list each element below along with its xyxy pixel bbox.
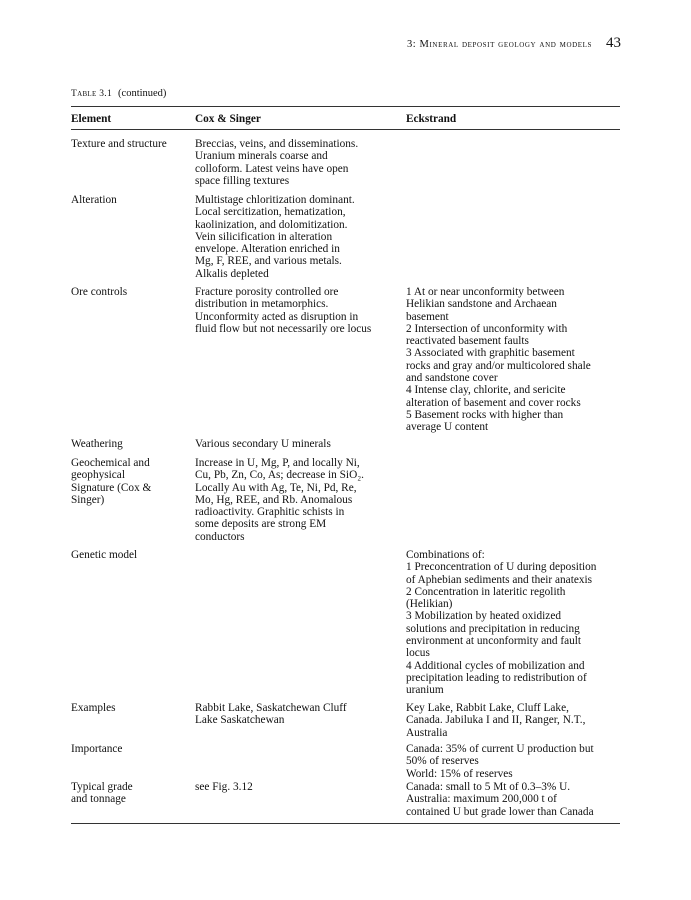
cell-line: Canada: 35% of current U production but <box>406 743 594 755</box>
cell-line: Mo, Hg, REE, and Rb. Anomalous <box>195 493 353 506</box>
cell-line: environment at unconformity and fault <box>406 635 582 648</box>
cell-line: fluid flow but not necessarily ore locus <box>195 322 372 335</box>
cox-singer-cell <box>195 702 395 727</box>
eckstrand-cell <box>406 702 624 739</box>
element-cell <box>71 138 189 150</box>
cell-line: Fracture porosity controlled ore <box>195 286 339 298</box>
cell-line: Increase in U, Mg, P, and locally Ni, <box>195 457 360 469</box>
cell-line: Locally Au with Ag, Te, Ni, Pd, Re, <box>195 481 357 494</box>
column-header-cox-singer: Cox & Singer <box>195 113 261 125</box>
cell-line: Lake Saskatchewan <box>195 714 285 727</box>
cell-line: 4 Intense clay, chlorite, and sericite <box>406 384 566 397</box>
cell-line: Combinations of: <box>406 549 485 561</box>
cell-line: Vein silicification in alteration <box>195 230 333 243</box>
cell-line: kaolinization, and dolomitization. <box>195 218 348 231</box>
cell-line: Key Lake, Rabbit Lake, Cluff Lake, <box>406 702 569 714</box>
eckstrand-cell <box>406 781 624 818</box>
eckstrand-cell <box>406 743 624 780</box>
cell-line: distribution in metamorphics. <box>195 298 329 311</box>
cell-line: 5 Basement rocks with higher than <box>406 408 564 421</box>
element-cell <box>71 438 189 450</box>
cell-line: Mg, F, REE, and various metals. <box>195 255 342 268</box>
cell-line: Texture and structure <box>71 138 167 150</box>
cell-line: (Helikian) <box>406 598 453 611</box>
table-continued-note: (continued) <box>118 88 167 99</box>
cell-line: of Aphebian sediments and their anatexis <box>406 573 593 586</box>
cell-line: Canada: small to 5 Mt of 0.3–3% U. <box>406 781 571 793</box>
cell-line: some deposits are strong EM <box>195 518 327 531</box>
cell-line: Local sercitization, hematization, <box>195 206 346 219</box>
cell-line: Geochemical and <box>71 457 150 469</box>
cell-line: Alkalis depleted <box>195 267 269 280</box>
cox-singer-cell <box>195 138 395 187</box>
cell-line: reactivated basement faults <box>406 335 529 348</box>
cell-line: Genetic model <box>71 549 138 561</box>
cell-line: Breccias, veins, and disseminations. <box>195 138 359 150</box>
cell-line: Rabbit Lake, Saskatchewan Cluff <box>195 702 347 714</box>
cell-line: Weathering <box>71 438 123 450</box>
cell-line: Australia: maximum 200,000 t of <box>406 793 557 806</box>
cell-line: and sandstone cover <box>406 372 498 385</box>
cell-line: rocks and gray and/or multicolored shale <box>406 359 591 372</box>
cell-line: solutions and precipitation in reducing <box>406 622 580 635</box>
top-rule <box>71 106 620 107</box>
cox-singer-cell <box>195 781 395 793</box>
cell-line: Unconformity acted as disruption in <box>195 310 359 323</box>
element-cell <box>71 457 189 506</box>
cell-line: locus <box>406 647 430 660</box>
cox-singer-cell <box>195 438 395 450</box>
cell-line: see Fig. 3.12 <box>195 781 253 793</box>
cell-line: Uranium minerals coarse and <box>195 150 328 163</box>
cell-line: Australia <box>406 726 448 739</box>
cell-line: and tonnage <box>71 793 126 806</box>
eckstrand-cell <box>406 549 624 697</box>
cell-line: average U content <box>406 421 489 434</box>
element-cell <box>71 549 189 561</box>
cell-line: precipitation leading to redistribution of <box>406 671 587 684</box>
chapter-title: 3: Mineral deposit geology and models <box>406 39 592 50</box>
cell-line: Ore controls <box>71 286 128 298</box>
element-cell <box>71 781 189 806</box>
table-caption <box>71 88 166 100</box>
running-header <box>407 37 621 51</box>
element-cell <box>71 286 189 298</box>
cell-line: Helikian sandstone and Archaean <box>406 298 557 311</box>
cell-line: colloform. Latest veins have open <box>195 162 349 175</box>
cell-line: contained U but grade lower than Canada <box>406 805 594 818</box>
column-header-eckstrand: Eckstrand <box>406 113 457 125</box>
cox-singer-cell <box>195 457 395 543</box>
cox-singer-cell <box>195 194 395 280</box>
table-label: Table 3.1 <box>71 89 113 99</box>
cell-line: alteration of basement and cover rocks <box>406 396 581 409</box>
cell-line: Multistage chloritization dominant. <box>195 194 355 206</box>
cell-line: Typical grade <box>71 781 133 793</box>
cell-line: Various secondary U minerals <box>195 438 331 450</box>
cell-line: 2 Intersection of unconformity with <box>406 322 568 335</box>
cell-line: Alteration <box>71 194 117 206</box>
cell-line: 1 At or near unconformity between <box>406 286 565 298</box>
cell-line: Examples <box>71 702 116 714</box>
cell-line: 1 Preconcentration of U during deposition <box>406 561 597 574</box>
cell-line: Importance <box>71 743 123 755</box>
cell-line: uranium <box>406 684 444 697</box>
cox-singer-cell <box>195 286 395 335</box>
cell-line: 4 Additional cycles of mobilization and <box>406 659 585 672</box>
cell-line: envelope. Alteration enriched in <box>195 243 340 256</box>
cell-line: Signature (Cox & <box>71 481 152 494</box>
cell-line: 2 Concentration in lateritic regolith <box>406 585 566 598</box>
eckstrand-cell <box>406 286 624 434</box>
cell-line: Singer) <box>71 493 105 506</box>
element-cell <box>71 194 189 206</box>
element-cell <box>71 702 189 714</box>
page-number: 43 <box>606 35 621 51</box>
cell-line: Cu, Pb, Zn, Co, As; decrease in SiO₂. <box>195 469 364 482</box>
cell-line: space filling textures <box>195 174 290 187</box>
cell-line: radioactivity. Graphitic schists in <box>195 506 345 519</box>
cell-line: 50% of reserves <box>406 755 479 768</box>
element-cell <box>71 743 189 755</box>
cell-line: World: 15% of reserves <box>406 767 513 780</box>
cell-line: conductors <box>195 530 245 543</box>
cell-line: Canada. Jabiluka I and II, Ranger, N.T., <box>406 714 586 727</box>
column-header-element: Element <box>71 113 112 125</box>
bottom-rule <box>71 823 620 824</box>
cell-line: 3 Mobilization by heated oxidized <box>406 610 561 623</box>
cell-line: basement <box>406 310 449 323</box>
cell-line: 3 Associated with graphitic basement <box>406 347 575 360</box>
cell-line: geophysical <box>71 469 125 482</box>
header-rule <box>71 129 620 130</box>
